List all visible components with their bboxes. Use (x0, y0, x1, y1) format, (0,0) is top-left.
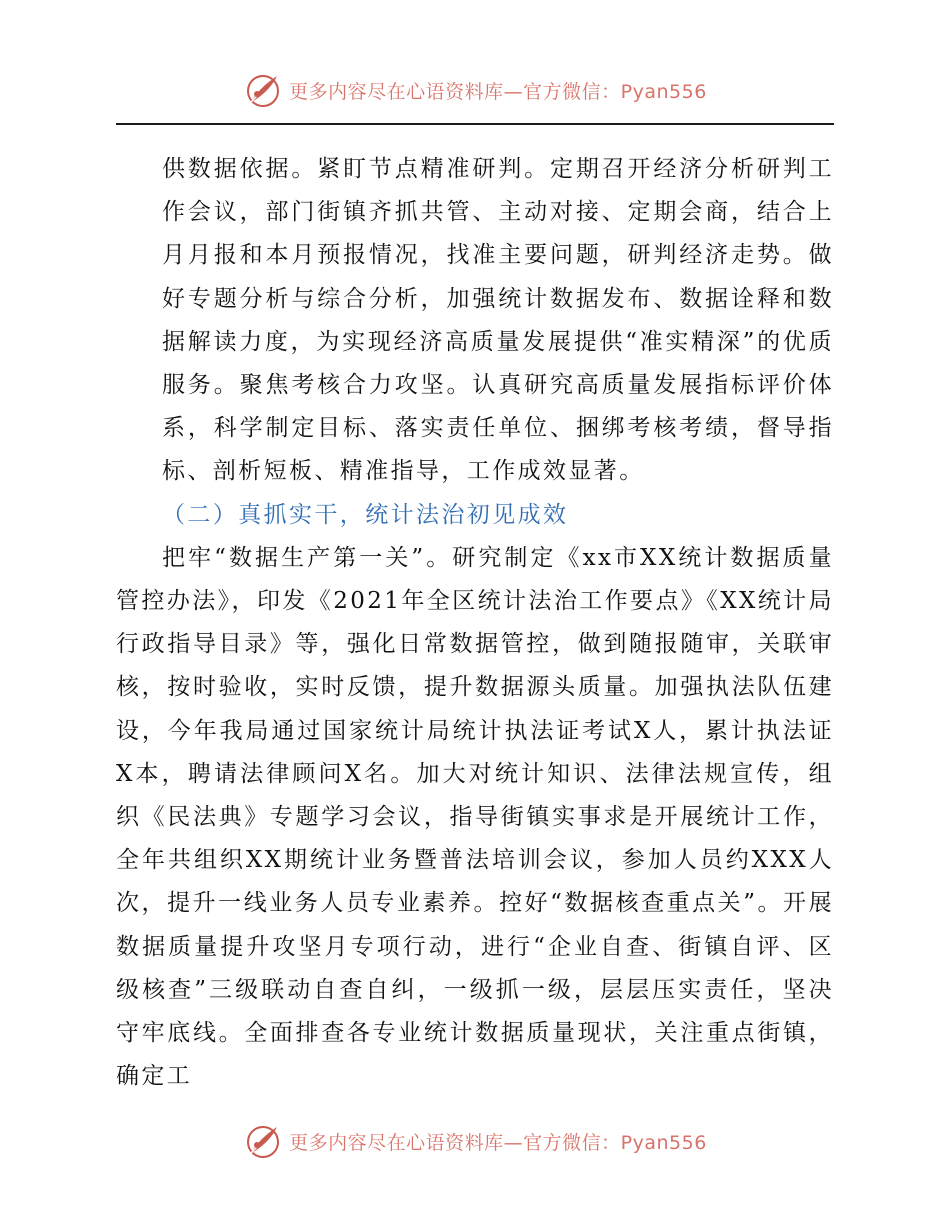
footer-banner-text: 更多内容尽在心语资料库—官方微信：Pyan556 (289, 1131, 707, 1154)
section-heading: （二）真抓实干，统计法治初见成效 (162, 501, 569, 528)
header-divider (116, 123, 834, 125)
header-banner-text: 更多内容尽在心语资料库—官方微信：Pyan556 (289, 80, 707, 103)
paragraph-2: 把牢“数据生产第一关”。研究制定《xx市XX统计数据质量管控办法》，印发《2021年全区统计法治工作要点》《XX统计局行政指导目录》等，强化日常数据管控，做到随报随审，关联审核，按时验收，实时反馈，提升数据源头质量。加强执法队伍建设，今年我局通过国家统计局统计执法证考试X人，累计执法证X本，聘请法律顾问X名。加大对统计知识、法律法规宣传，组织《民法典》专题学习会议，指导街镇实事求是开展统计工作，全年共组织XX期统计业务暨普法培训会议，参加人员约XXX人次，提升一线业务人员专业素养。控好“数据核查重点关”。开展数据质量提升攻坚月专项行动，进行“企业自查、街镇自评、区级核查”三级联动自查自纠，一级抓一级，层层压实责任，坚决守牢底线。全面排查各专业统计数据质量现状，关注重点街镇，确定工 (116, 544, 834, 1090)
footer-banner (0, 1121, 950, 1161)
document-body (116, 148, 834, 1098)
header-banner (0, 70, 950, 110)
quill-pen-logo-icon (243, 1121, 283, 1161)
paragraph-1: 供数据依据。紧盯节点精准研判。定期召开经济分析研判工作会议，部门街镇齐抓共管、主动对接、定期会商，结合上月月报和本月预报情况，找准主要问题，研判经济走势。做好专题分析与综合分析，加强统计数据发布、数据诠释和数据解读力度，为实现经济高质量发展提供“准实精深”的优质服务。聚焦考核合力攻坚。认真研究高质量发展指标评价体系，科学制定目标、落实责任单位、捆绑考核考绩，督导指标、剖析短板、精准指导，工作成效显著。 (162, 156, 834, 485)
quill-pen-logo-icon (243, 70, 283, 110)
